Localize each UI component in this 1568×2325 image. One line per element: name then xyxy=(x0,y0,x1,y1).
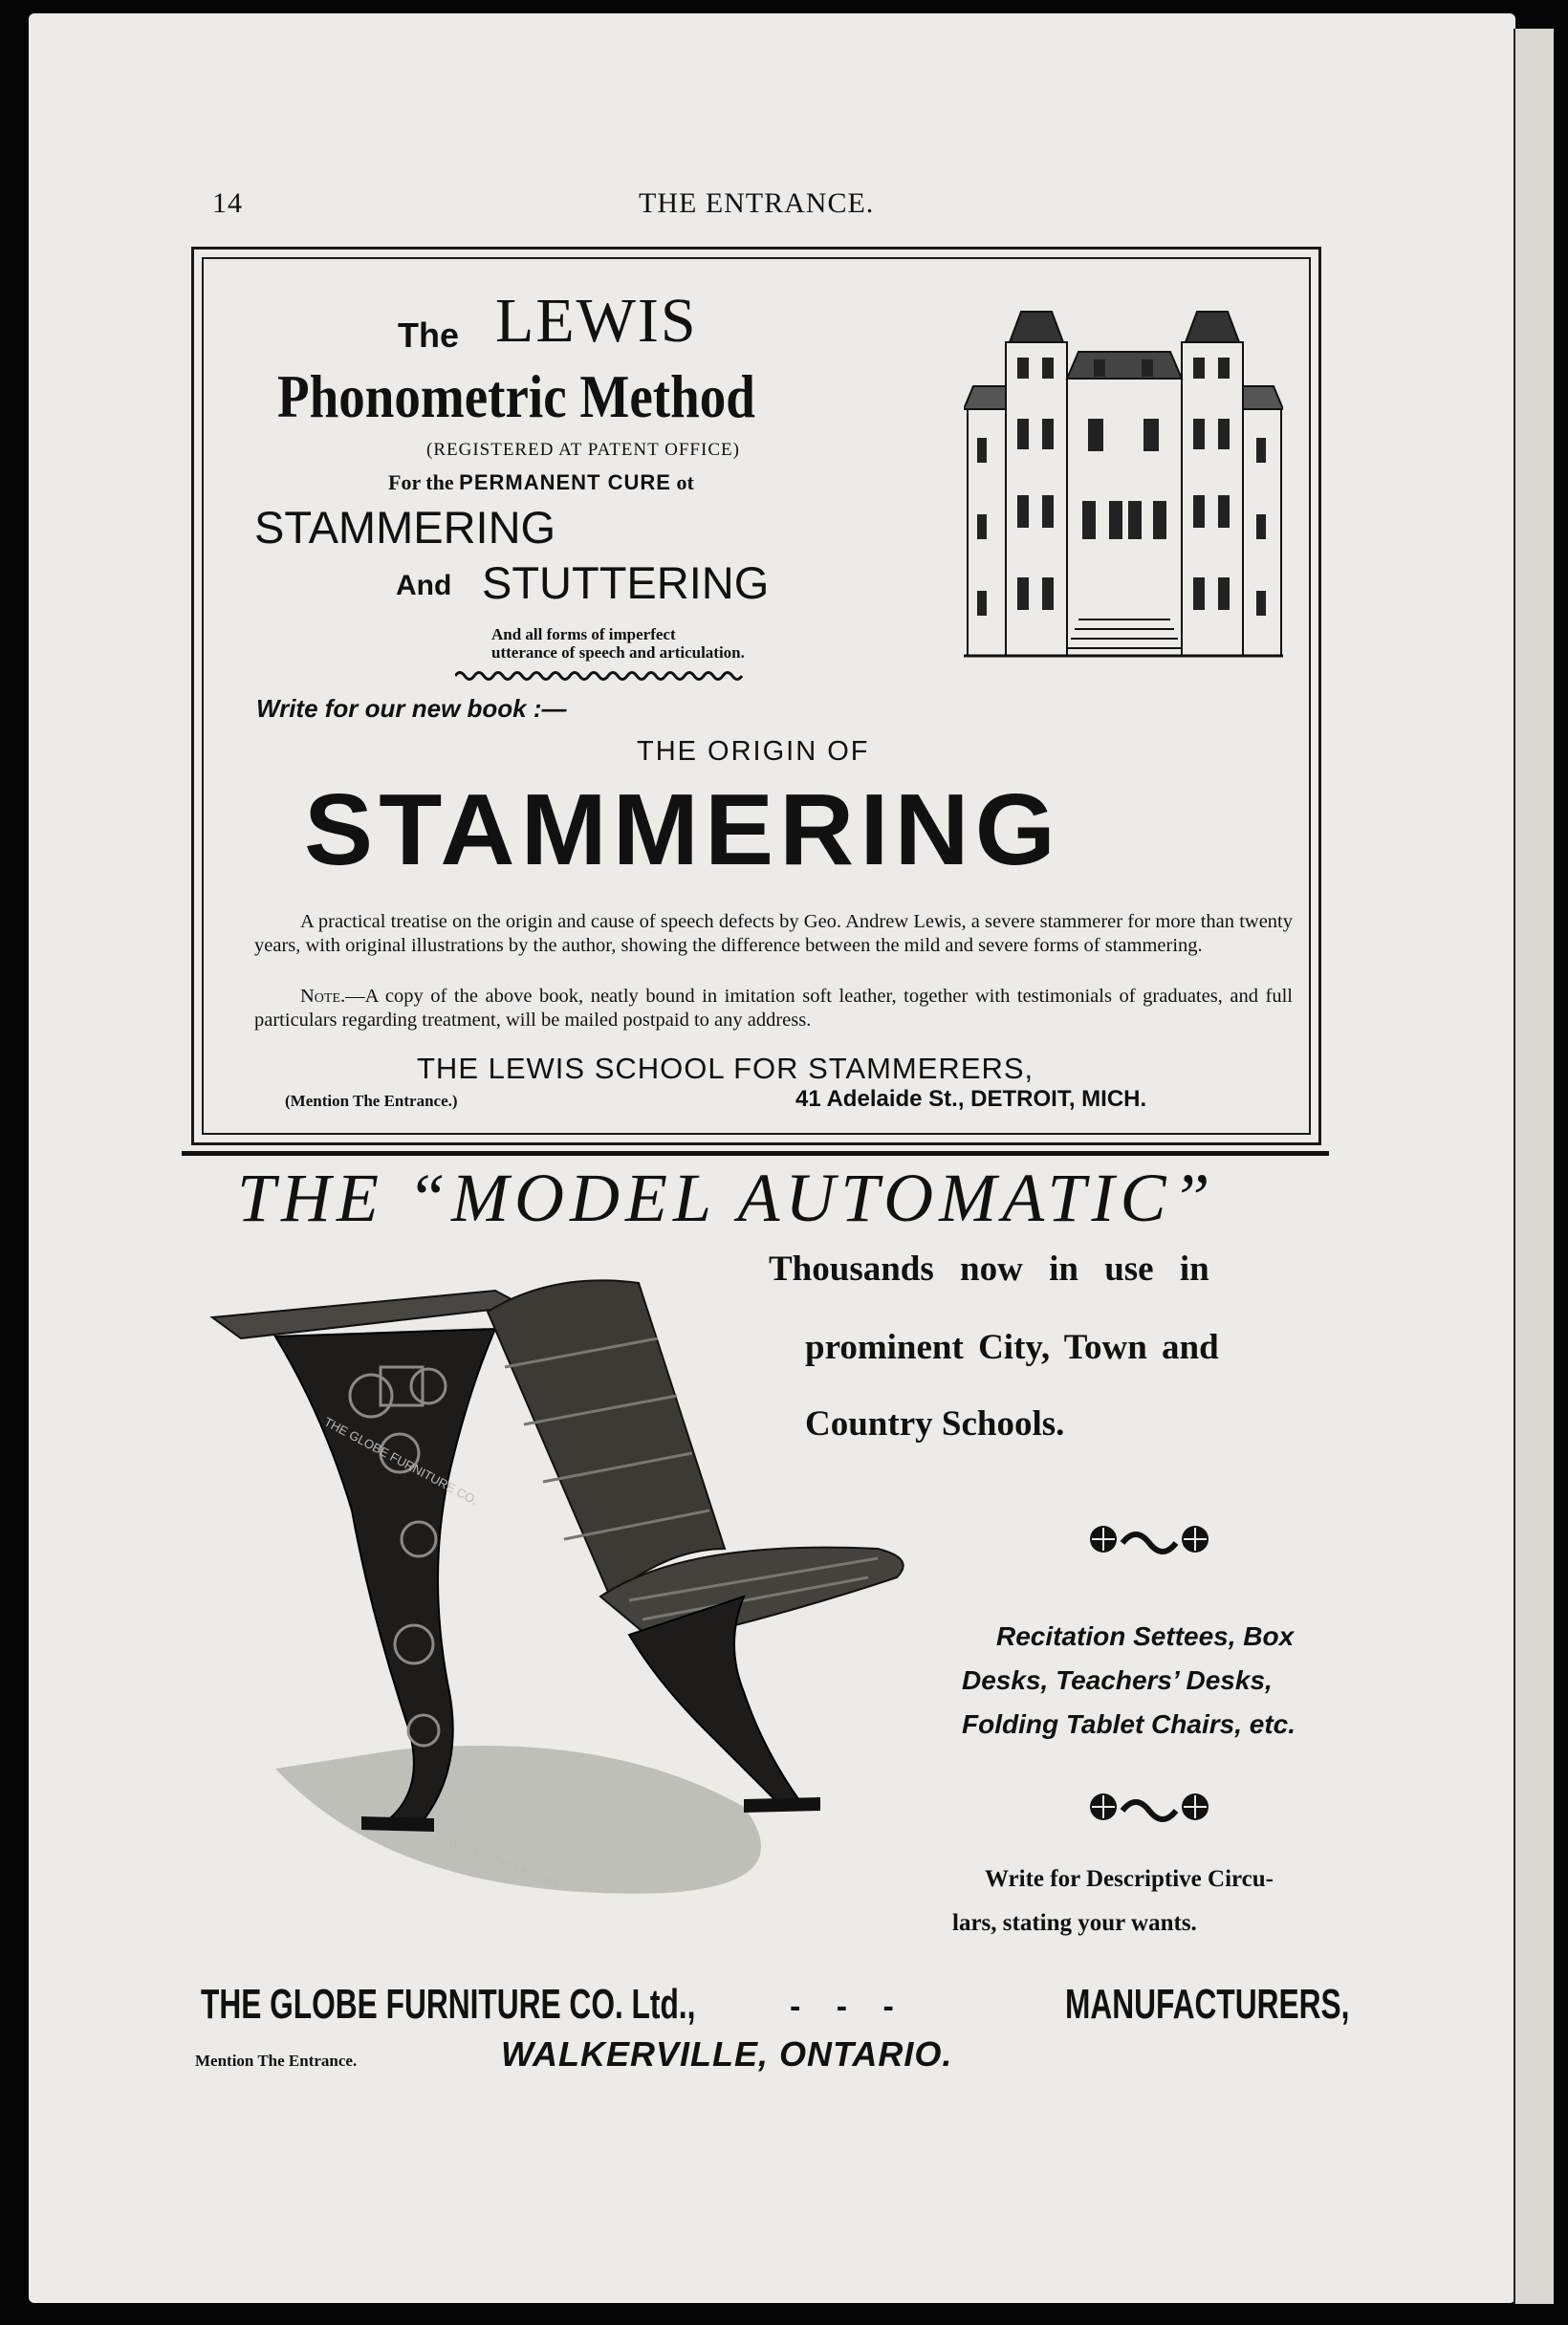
origin-of-heading: THE ORIGIN OF xyxy=(637,736,870,767)
company-dashes: - - - xyxy=(790,1988,894,2025)
school-building-illustration xyxy=(964,304,1283,660)
note-text: —A copy of the above book, neatly bound in imitation soft leather, together with testimonials of graduates, and full particulars regarding treatment, will be mailed postpaid to any address. xyxy=(254,986,1293,1031)
globe-mention: Mention The Entrance. xyxy=(195,2052,358,2070)
ornament-divider-1 xyxy=(1084,1520,1214,1558)
products-line-1: Recitation Settees, Box xyxy=(996,1621,1295,1651)
write-for-book: Write for our new book :— xyxy=(256,694,567,723)
products-line-2: Desks, Teachers’ Desks, xyxy=(962,1665,1273,1695)
title-method: Phonometric Method xyxy=(277,362,755,430)
big-stammering-heading: STAMMERING xyxy=(304,773,1061,886)
for-the-text: For the xyxy=(388,470,454,494)
globe-location: WALKERVILLE, ONTARIO. xyxy=(501,2034,953,2074)
running-title: THE ENTRANCE. xyxy=(639,187,875,219)
lewis-address: 41 Adelaide St., DETROIT, MICH. xyxy=(795,1086,1147,1112)
book-description: A practical treatise on the origin and cause of speech defects by Geo. Andrew Lewis, a severe stammerer for more than twenty years, with original illustrations by the author, showing the difference between the mild and severe forms of stammering. xyxy=(254,911,1293,956)
and-text: And xyxy=(396,570,452,601)
note-label: Note. xyxy=(300,986,346,1007)
model-automatic-title: THE “MODEL AUTOMATIC” xyxy=(237,1160,1216,1236)
desk-brand-casting: THE GLOBE FURNITURE CO. xyxy=(321,1414,481,1509)
permanent-cure-text: PERMANENT CURE xyxy=(459,470,671,494)
title-lewis: LEWIS xyxy=(495,286,698,356)
thousands-line-1: Thousands now in use in xyxy=(769,1249,1209,1289)
title-the: The xyxy=(398,315,460,355)
registered-note: (REGISTERED AT PATENT OFFICE) xyxy=(426,440,740,460)
globe-company-name: THE GLOBE FURNITURE CO. Ltd., xyxy=(201,1981,696,2028)
page-number: 14 xyxy=(212,187,243,219)
stuttering-heading: STUTTERING xyxy=(482,557,770,608)
imperfect-line-2: utterance of speech and articulation. xyxy=(491,643,745,662)
wavy-divider xyxy=(455,669,744,683)
circulars-line-2: lars, stating your wants. xyxy=(952,1910,1197,1936)
school-desk-illustration xyxy=(208,1233,954,1941)
thousands-line-3: Country Schools. xyxy=(805,1404,1065,1444)
lewis-school-name: THE LEWIS SCHOOL FOR STAMMERERS, xyxy=(417,1052,1034,1085)
ad-separator-rule xyxy=(182,1151,1329,1156)
thousands-line-2: prominent City, Town and xyxy=(805,1328,1219,1367)
facing-page-edge xyxy=(1514,29,1554,2304)
circulars-line-1: Write for Descriptive Circu- xyxy=(985,1866,1274,1892)
ornament-divider-2 xyxy=(1084,1788,1214,1826)
stammering-heading: STAMMERING xyxy=(254,502,556,553)
manufacturers-label: MANUFACTURERS, xyxy=(1065,1981,1350,2028)
of-text: ot xyxy=(676,470,694,494)
permanent-cure-line xyxy=(388,470,694,495)
products-line-3: Folding Tablet Chairs, etc. xyxy=(962,1709,1296,1739)
book-note xyxy=(254,985,1293,1032)
imperfect-line-1: And all forms of imperfect xyxy=(491,625,676,643)
imperfect-note xyxy=(491,625,745,662)
lewis-mention: (Mention The Entrance.) xyxy=(285,1092,458,1110)
desk-town-casting: WALKERVILLE, ONT. xyxy=(446,1834,564,1894)
